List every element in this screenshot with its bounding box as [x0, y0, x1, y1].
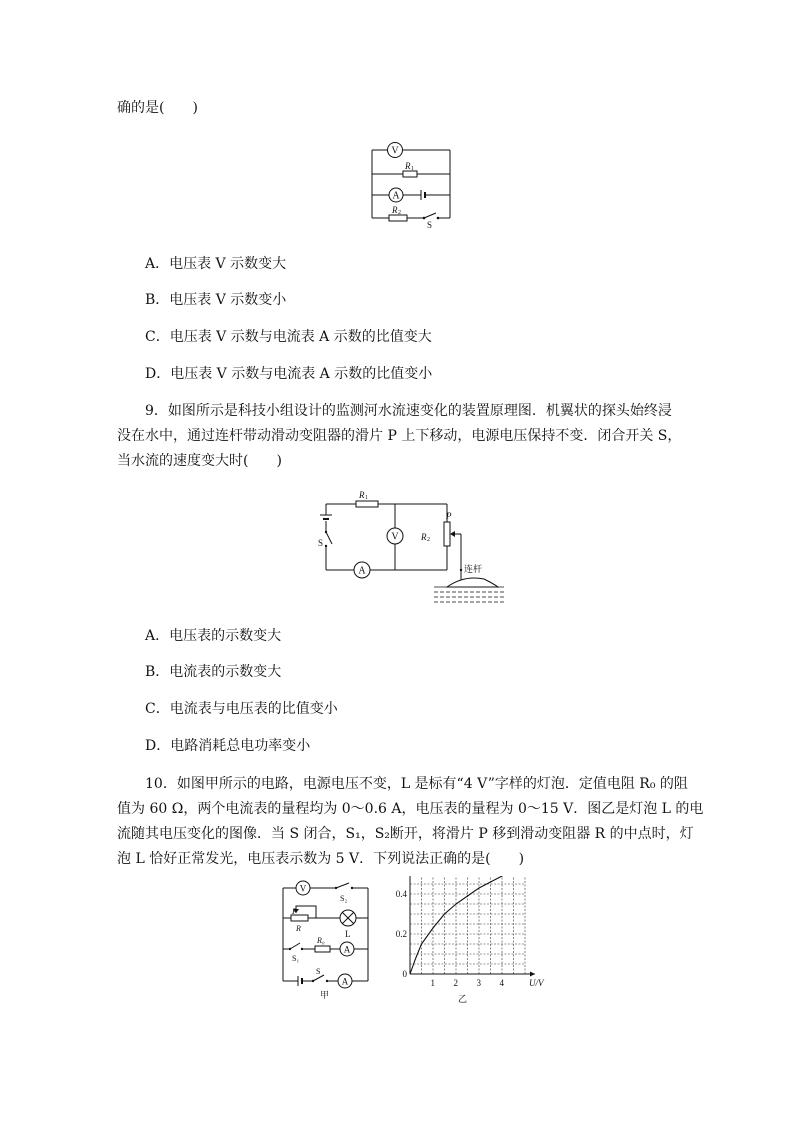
r1-label: R — [405, 161, 411, 171]
r1-label: R — [359, 490, 365, 500]
q8-option-c[interactable]: C．电压表 V 示数与电流表 A 示数的比值变大 — [145, 329, 432, 345]
x-tick-label: 4 — [499, 978, 504, 988]
switch-s-symbol — [312, 975, 328, 982]
q10-graph-yi — [392, 876, 546, 1006]
ammeter1-label: A — [343, 944, 351, 955]
q9-circuit-diagram — [314, 484, 514, 608]
q10-stem-line-1: 10．如图甲所示的电路，电源电压不变，L 是标有“4 V”字样的灯泡．定值电阻 R₀ 的阻 — [145, 776, 688, 792]
r2-label: R — [421, 532, 427, 542]
q8-option-d[interactable]: D．电压表 V 示数与电流表 A 示数的比值变小 — [145, 366, 433, 382]
battery-symbol — [298, 976, 302, 986]
q10-stem-line-2: 值为 60 Ω，两个电流表的量程均为 0～0.6 A，电压表的量程为 0～15 V．图乙是灯泡 L 的电 — [117, 801, 704, 817]
lamp-symbol — [340, 910, 356, 926]
water-lines — [434, 587, 504, 602]
switch-symbol — [423, 213, 440, 219]
rheostat-label: R — [296, 924, 301, 933]
q9-stem-line-2: 没在水中，通过连杆带动滑动变阻器的滑片 P 上下移动，电源电压保持不变．闭合开关 S， — [117, 428, 682, 444]
y-tick-label: 0.2 — [395, 929, 407, 939]
caption-jia: 甲 — [320, 990, 330, 1000]
battery-symbol — [421, 190, 425, 200]
y-tick-label: 0.4 — [395, 889, 407, 899]
q10-stem-line-3: 流随其电压变化的图像．当 S 闭合，S₁，S₂断开，将滑片 P 移到滑动变阻器 R 的中点时，灯 — [117, 826, 694, 842]
slider-label: P — [292, 907, 297, 916]
resistor-r1 — [403, 171, 417, 177]
switch-label: S — [318, 538, 324, 548]
switch-label: S — [427, 220, 433, 230]
slider-arrow — [450, 531, 455, 537]
x-tick-label: 2 — [453, 978, 458, 988]
voltmeter-label: V — [391, 145, 399, 157]
q8-circuit-diagram — [360, 138, 460, 230]
switch-s2-symbol — [335, 883, 353, 889]
r2-label: R — [392, 205, 398, 215]
iu-curve — [410, 876, 514, 974]
r2-sub: 2 — [427, 537, 430, 543]
resistor-r0 — [315, 946, 330, 952]
q8-stem-tail: 确的是( ) — [117, 100, 198, 116]
q9-option-b[interactable]: B．电流表的示数变大 — [145, 664, 282, 680]
caption-yi: 乙 — [458, 994, 468, 1004]
q9-option-d[interactable]: D．电路消耗总电功率变小 — [145, 738, 311, 754]
x-tick-label: 1 — [430, 978, 435, 988]
battery-symbol — [320, 515, 332, 519]
q10-circuit-jia — [276, 876, 378, 1002]
q9-stem-line-1: 9．如图所示是科技小组设计的监测河水流速变化的装置原理图．机翼状的探头始终浸 — [145, 403, 672, 419]
switch-s1-label: S₁ — [292, 954, 300, 963]
x-axis-arrow — [530, 972, 535, 977]
lamp-label: L — [345, 929, 351, 939]
switch-symbol — [325, 531, 332, 547]
resistor-r1 — [356, 501, 378, 507]
ammeter-label: A — [392, 190, 400, 202]
ammeter-label: A — [358, 565, 366, 577]
rheostat-r2 — [444, 522, 450, 546]
graph-ticks — [396, 876, 505, 988]
r1-sub: 1 — [365, 495, 368, 501]
ammeter2-label: A — [341, 976, 349, 987]
q8-option-b[interactable]: B．电压表 V 示数变小 — [145, 292, 287, 308]
switch-s-label: S — [316, 967, 321, 976]
graph-grid — [410, 876, 525, 974]
rod-label: 连杆 — [464, 564, 483, 574]
x-axis-label: U/V — [529, 978, 544, 988]
x-tick-label: 3 — [476, 978, 481, 988]
q9-option-a[interactable]: A．电压表的示数变大 — [145, 628, 282, 644]
r1-sub: 1 — [411, 166, 414, 172]
graph-axes — [408, 876, 536, 977]
q9-stem-line-3: 当水流的速度变大时( ) — [117, 453, 282, 469]
r2-sub: 2 — [398, 210, 401, 216]
voltmeter-label: V — [299, 883, 307, 894]
q9-option-c[interactable]: C．电流表与电压表的比值变小 — [145, 701, 338, 717]
slider-label: P — [446, 511, 452, 521]
q8-option-a[interactable]: A．电压表 V 示数变大 — [145, 256, 287, 272]
r0-label: R₀ — [317, 936, 325, 945]
voltmeter-label: V — [391, 531, 399, 543]
switch-s2-label: S₂ — [340, 894, 348, 903]
probe-wing-shape — [447, 578, 498, 587]
q10-stem-line-4: 泡 L 恰好正常发光，电压表示数为 5 V．下列说法正确的是( ) — [117, 851, 525, 867]
origin-label: 0 — [402, 969, 407, 979]
switch-s1-symbol — [289, 943, 303, 950]
